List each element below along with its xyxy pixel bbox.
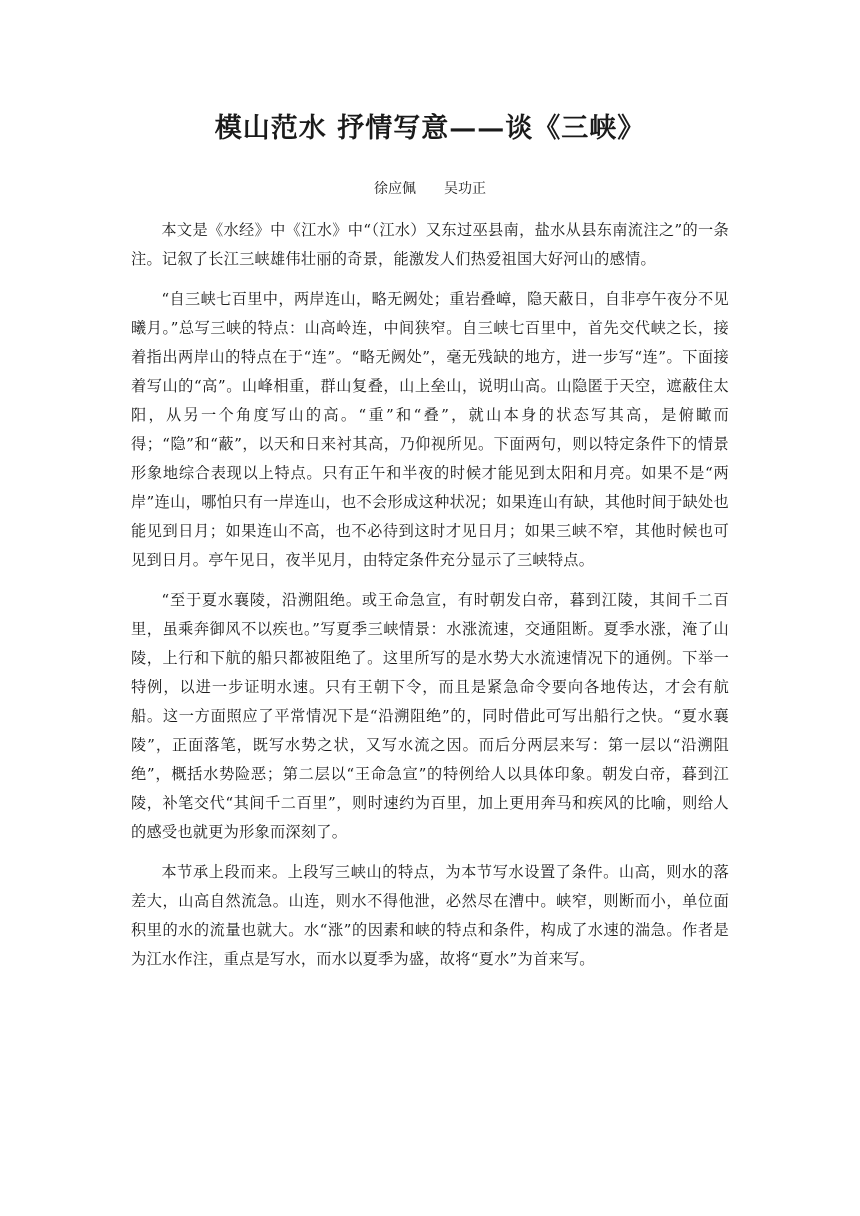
author-name: 徐应佩: [374, 181, 416, 197]
article-title: 模山范水 抒情写意——谈《三峡》: [214, 113, 646, 144]
body-paragraph: 本文是《水经》中《江水》中“（江水）又东过巫县南，盐水从县东南流注之”的一条注。记叙了长江三峡雄伟壮丽的奇景，能激发人们热爱祖国大好河山的感情。: [131, 221, 729, 268]
body-paragraph: 本节承上段而来。上段写三峡山的特点，为本节写水设置了条件。山高，则水的落差大，山高自然流急。山连，则水不得他泄，必然尽在漕中。峡窄，则断而小，单位面积里的水的流量也就大。水“涨”的因素和峡的特点和条件，构成了水速的湍急。作者是为江水作注，重点是写水，而水以夏季为盛，故将“夏水”为首来写。: [131, 863, 729, 968]
body-paragraph: “自三峡七百里中，两岸连山，略无阙处；重岩叠嶂，隐天蔽日，自非亭午夜分不见曦月。”总写三峡的特点：山高岭连，中间狭窄。自三峡七百里中，首先交代峡之长，接着指出两岸山的特点在于“连”。“略无阙处”，毫无残缺的地方，进一步写“连”。下面接着写山的“高”。山峰相重，群山复叠，山上垒山，说明山高。山隐匿于天空，遮蔽住太阳，从另一个角度写山的高。“重”和“叠”，就山本身的状态写其高，是俯瞰而得；“隐”和“蔽”，以天和日来衬其高，乃仰视所见。下面两句，则以特定条件下的情景形象地综合表现以上特点。只有正午和半夜的时候才能见到太阳和月亮。如果不是“两岸”连山，哪怕只有一岸连山，也不会形成这种状况；如果连山有缺，其他时间于缺处也能见到日月；如果连山不高，也不必待到这时才见日月；如果三峡不窄，其他时候也可见到日月。亭午见日，夜半见月，由特定条件充分显示了三峡特点。: [131, 290, 729, 569]
article-body: [131, 216, 729, 974]
body-paragraph: “至于夏水襄陵，沿溯阻绝。或王命急宣，有时朝发白帝，暮到江陵，其间千二百里，虽乘奔御风不以疾也。”写夏季三峡情景：水涨流速，交通阻断。夏季水涨，淹了山陵，上行和下航的船只都被阻绝了。这里所写的是水势大水流速情况下的通例。下举一特例，以进一步证明水速。只有王朝下令，而且是紧急命令要向各地传达，才会有航船。这一方面照应了平常情况下是“沿溯阻绝”的，同时借此可写出船行之快。“夏水襄陵”，正面落笔，既写水势之状，又写水流之因。而后分两层来写：第一层以“沿溯阻绝”，概括水势险恶；第二层以“王命急宣”的特例给人以具体印象。朝发白帝，暮到江陵，补笔交代“其间千二百里”，则时速约为百里，加上更用奔马和疾风的比喻，则给人的感受也就更为形象而深刻了。: [131, 591, 729, 841]
author-line: [131, 178, 729, 200]
document-page: [131, 0, 729, 985]
author-name: 吴功正: [444, 181, 486, 197]
